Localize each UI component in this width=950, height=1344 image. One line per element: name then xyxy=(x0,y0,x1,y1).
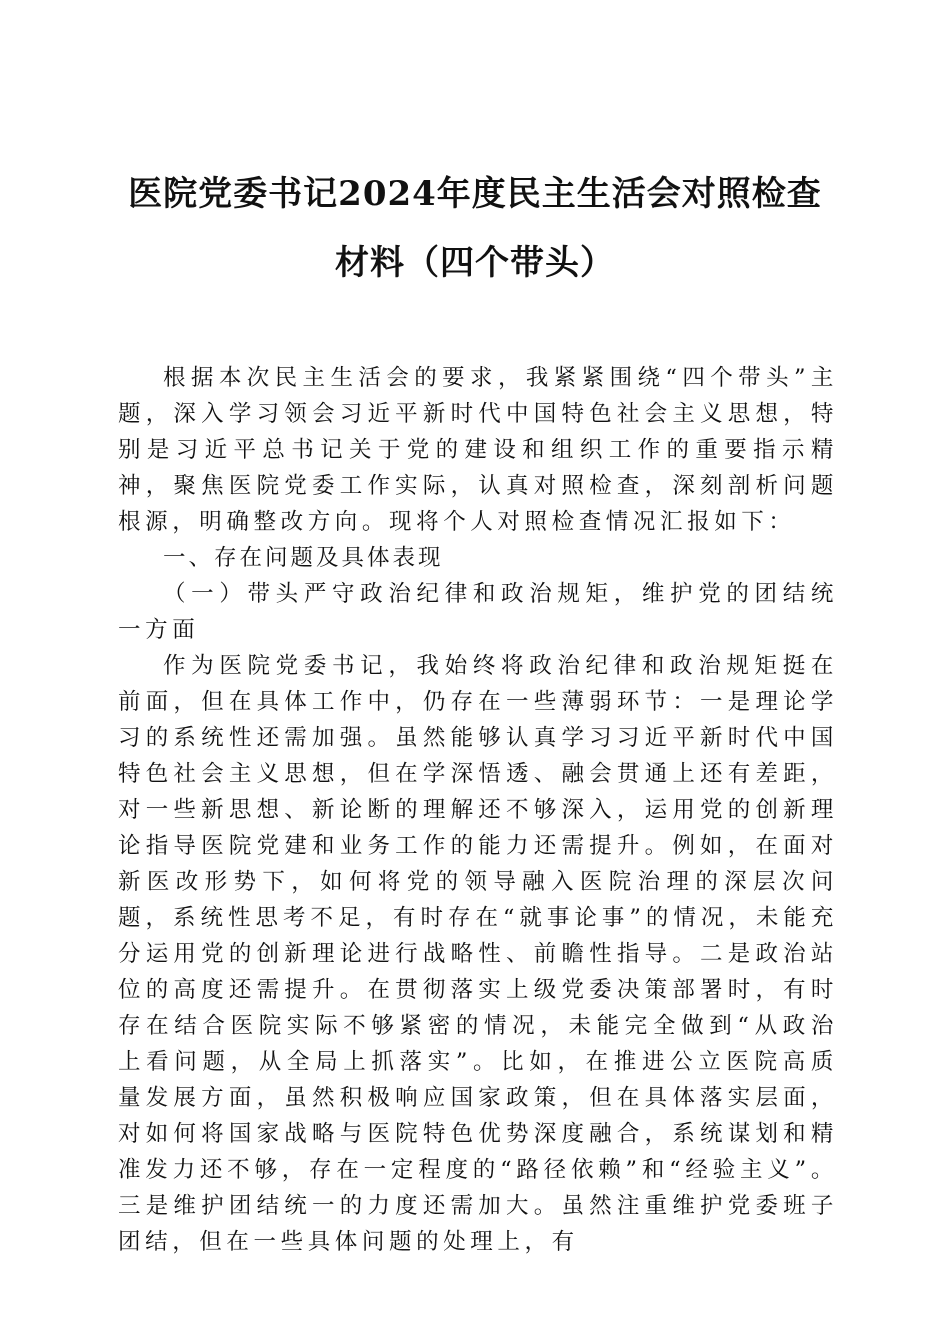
section-heading: 一、存在问题及具体表现 xyxy=(163,545,444,571)
document-body xyxy=(118,360,838,1260)
subsection-heading: （一）带头严守政治纪律和政治规矩，维护党的团结统一方面 xyxy=(118,581,838,643)
document-title-line-1: 医院党委书记2024年度民主生活会对照检查 xyxy=(128,174,822,214)
body-paragraph: 作为医院党委书记，我始终将政治纪律和政治规矩挺在前面，但在具体工作中，仍存在一些薄弱环节：一是理论学习的系统性还需加强。虽然能够认真学习习近平新时代中国特色社会主义思想，但在学深悟透、融会贯通上还有差距，对一些新思想、新论断的理解还不够深入，运用党的创新理论指导医院党建和业务工作的能力还需提升。例如，在面对新医改形势下，如何将党的领导融入医院治理的深层次问题，系统性思考不足，有时存在“就事论事”的情况，未能充分运用党的创新理论进行战略性、前瞻性指导。二是政治站位的高度还需提升。在贯彻落实上级党委决策部署时，有时存在结合医院实际不够紧密的情况，未能完全做到“从政治上看问题，从全局上抓落实”。比如，在推进公立医院高质量发展方面，虽然积极响应国家政策，但在具体落实层面，对如何将国家战略与医院特色优势深度融合，系统谋划和精准发力还不够，存在一定程度的“路径依赖”和“经验主义”。三是维护团结统一的力度还需加大。虽然注重维护党委班子团结，但在一些具体问题的处理上，有 xyxy=(118,653,838,1255)
document-title-line-2: 材料（四个带头） xyxy=(335,243,615,283)
intro-paragraph: 根据本次民主生活会的要求，我紧紧围绕“四个带头”主题，深入学习领会习近平新时代中国特色社会主义思想，特别是习近平总书记关于党的建设和组织工作的重要指示精神，聚焦医院党委工作实际，认真对照检查，深刻剖析问题根源，明确整改方向。现将个人对照检查情况汇报如下： xyxy=(118,365,838,535)
